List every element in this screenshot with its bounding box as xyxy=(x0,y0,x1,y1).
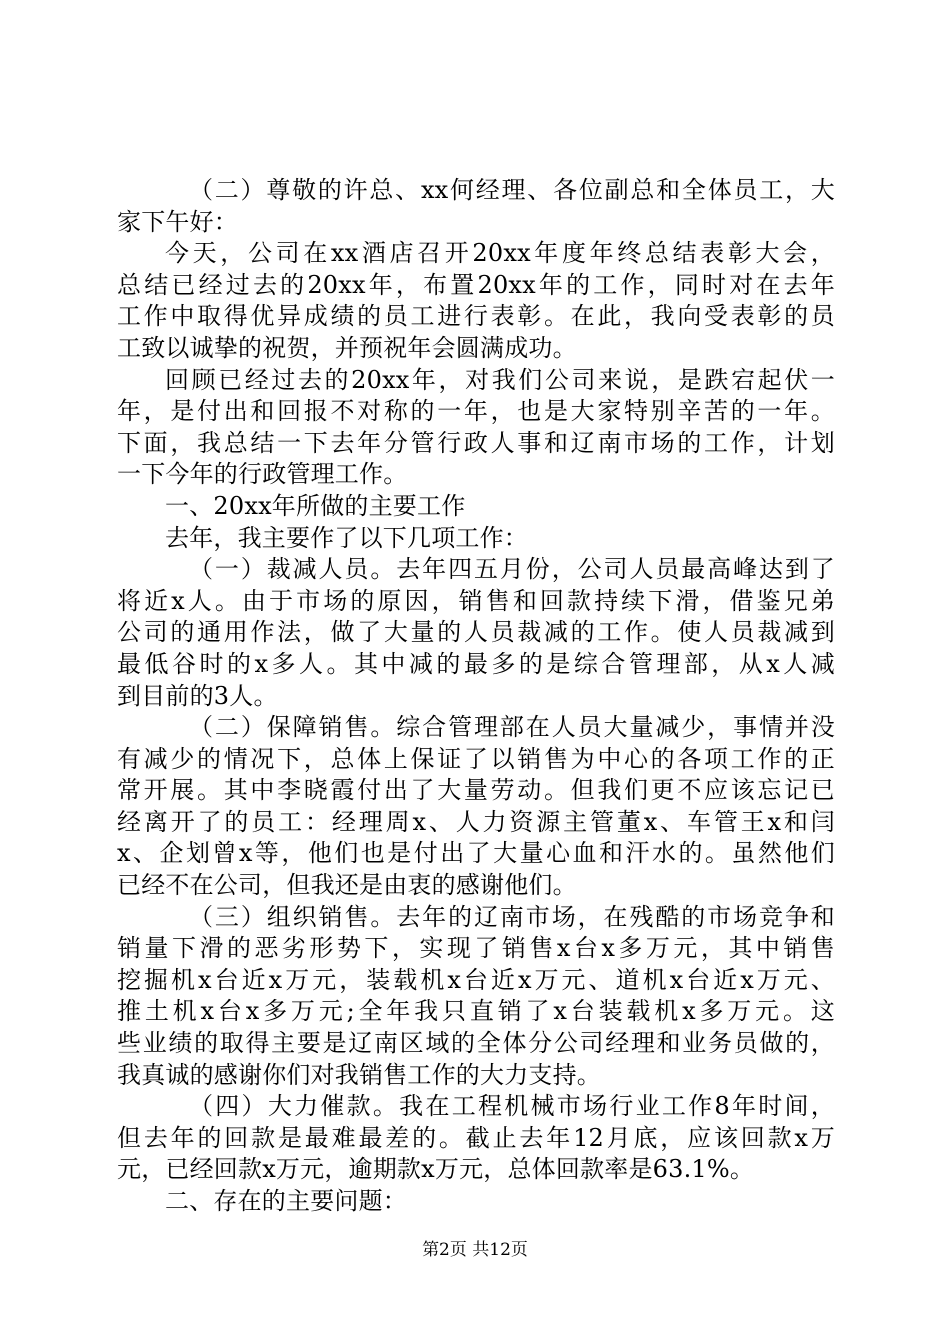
text-line: 挖掘机x台近x万元，装载机x台近x万元、道机x台近x万元、 xyxy=(117,965,835,994)
text-line: 今天，公司在xx酒店召开20xx年度年终总结表彰大会， xyxy=(165,239,835,268)
text-line: （四）大力催款。我在工程机械市场行业工作8年时间， xyxy=(189,1092,835,1121)
text-line: 元，已经回款x万元，逾期款x万元，总体回款率是63.1%。 xyxy=(117,1155,755,1184)
text-line: 些业绩的取得主要是辽南区域的全体分公司经理和业务员做的， xyxy=(117,1029,835,1058)
text-line: 已经不在公司，但我还是由衷的感谢他们。 xyxy=(117,871,577,900)
text-line: 家下午好： xyxy=(117,207,238,236)
text-line: （二）保障销售。综合管理部在人员大量减少，事情并没 xyxy=(189,713,835,742)
text-line: 下面，我总结一下去年分管行政人事和辽南市场的工作，计划 xyxy=(117,428,835,457)
text-line: （一）裁减人员。去年四五月份，公司人员最高峰达到了 xyxy=(189,555,835,584)
text-line: 年，是付出和回报不对称的一年，也是大家特别辛苦的一年。 xyxy=(117,397,835,426)
text-line: （三）组织销售。去年的辽南市场，在残酷的市场竞争和 xyxy=(189,902,835,931)
text-line: 到目前的3人。 xyxy=(117,681,278,710)
text-line: 有减少的情况下，总体上保证了以销售为中心的各项工作的正 xyxy=(117,744,835,773)
text-line: 总结已经过去的20xx年，布置20xx年的工作，同时对在去年 xyxy=(117,270,835,299)
text-line: （二）尊敬的许总、xx何经理、各位副总和全体员工，大 xyxy=(189,176,835,204)
text-line: 一下今年的行政管理工作。 xyxy=(117,460,408,489)
text-line: 公司的通用作法，做了大量的人员裁减的工作。使人员裁减到 xyxy=(117,618,835,647)
text-line: 工作中取得优异成绩的员工进行表彰。在此，我向受表彰的员 xyxy=(117,302,835,331)
text-line: 一、20xx年所做的主要工作 xyxy=(165,491,466,520)
text-line: x、企划曾x等，他们也是付出了大量心血和汗水的。虽然他们 xyxy=(117,839,835,868)
text-line: 回顾已经过去的20xx年，对我们公司来说，是跌宕起伏一 xyxy=(165,365,835,394)
document-body xyxy=(117,175,835,1218)
text-line: 二、存在的主要问题： xyxy=(165,1187,407,1215)
text-line: 经离开了的员工：经理周x、人力资源主管董x、车管王x和闫 xyxy=(117,807,835,836)
text-line: 最低谷时的x多人。其中减的最多的是综合管理部，从x人减 xyxy=(117,649,835,678)
page-footer: 第2页 共12页 xyxy=(422,1240,528,1260)
text-line: 我真诚的感谢你们对我销售工作的大力支持。 xyxy=(117,1060,601,1089)
text-line: 但去年的回款是最难最差的。截止去年12月底，应该回款x万 xyxy=(117,1123,835,1152)
text-line: 销量下滑的恶劣形势下，实现了销售x台x多万元，其中销售 xyxy=(117,934,835,963)
text-line: 常开展。其中李晓霞付出了大量劳动。但我们更不应该忘记已 xyxy=(117,776,835,805)
text-line: 将近x人。由于市场的原因，销售和回款持续下滑，借鉴兄弟 xyxy=(117,586,835,615)
text-line: 去年，我主要作了以下几项工作： xyxy=(165,523,528,552)
text-line: 工致以诚挚的祝贺，并预祝年会圆满成功。 xyxy=(117,333,577,362)
text-line: 推土机x台x多万元;全年我只直销了x台装载机x多万元。这 xyxy=(117,997,835,1026)
